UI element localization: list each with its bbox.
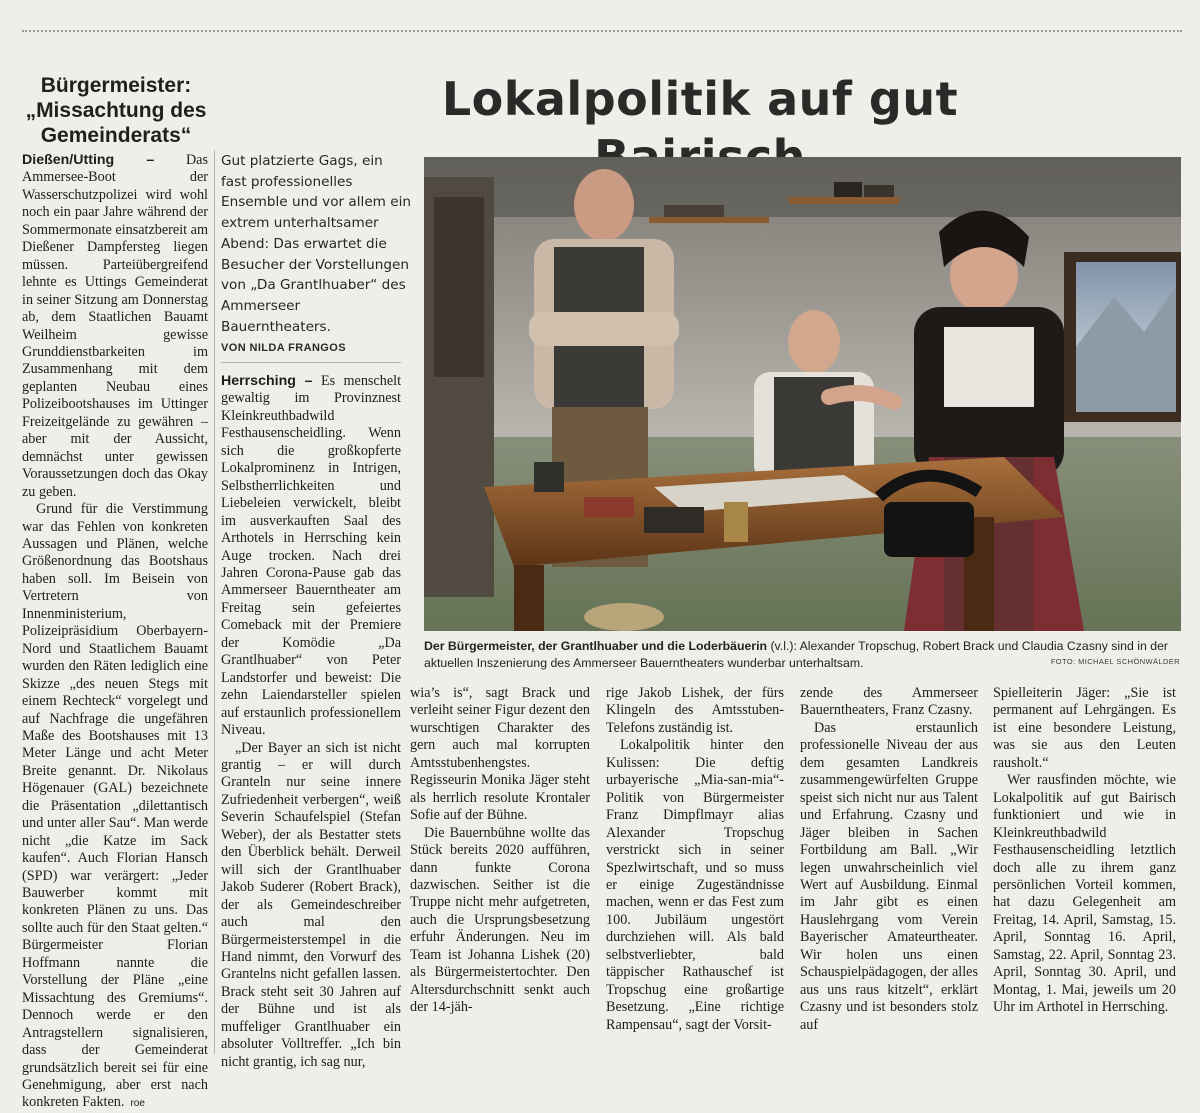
- photo-caption: [424, 638, 1181, 672]
- byline-rule: [221, 362, 401, 363]
- article-intro: Gut platzierte Gags, ein fast professionelles Ensemble und vor allem ein extrem unterhaltsamer Abend: Das erwartet die Besucher der Vorstellungen von „Da Grantlhuaber“ des Ammerseer Bauerntheaters.: [221, 153, 412, 335]
- theater-scene-illustration: [424, 157, 1181, 631]
- article-column-1: Herrsching – Es menschelt gewaltig im Provinznest Kleinkreuthbadwild Festhausenscheidling. Wenn sich die großkopferte Lokalprominenz in Intrigen, Selbstherrlichkeiten und Liebeleien verwickelt, bleibt im ausverkauften Saal des Arthotels in Herrsching kein Auge trocken. Nach drei Jahren Corona-Pause gab das Ammerseer Bauerntheater am Freitag sein gefeiertes Comeback mit der Premiere der Komödie „Da Grantlhuaber“ von Peter Landstorfer und beweist: Die zehn Laiendarsteller spielen auf erstaunlich professionellem Niveau. „Der Bayer an sich ist nicht grantig – er will durch Granteln nur seine innere Zufriedenheit verbergen“, weiß Severin Schaufelspiel (Stefan Weber), der als Bestatter stets den Überblick behält. Derweil will sich der Grantlhuaber Jakob Suderer (Robert Brack), der als Gemeindeschreiber auch mal den Bürgermeisterstempel in die Hand nimmt, den Vorwurf des Grantelns nicht gefallen lassen. Brack steht seit 30 Jahren auf der Bühne und ist als muffeliger Grantlhuaber ein absoluter Volltreffer. „Ich bin nicht grantig, ich sag nur,: [221, 373, 402, 1070]
- article-column-5: Spielleiterin Jäger: „Sie ist permanent auf Lehrgängen. Es ist eine besondere Leistung, was sie aus den Leuten rausholt.“ Wer rausfinden möchte, wie Lokalpolitik auf gut Bairisch funktioniert und wie in Kleinkreuthbadwild Festhausenscheidling letztlich doch alle zu ihrem ganz persönlichen Vorteil kommen, hat dazu Gelegenheit am Freitag, 14. April, Samstag, 15. April, Sonntag 16. April, Samstag, 22. April, Sonntag 23. April, Sonntag 30. April, und Montag, 1. Mai, jeweils um 20 Uhr im Arthotel in Herrsching.: [993, 685, 1176, 1016]
- side-dateline: Dießen/Utting –: [22, 152, 155, 168]
- caption-text: (v.l.): Alexander Tropschug, Robert Brack und Claudia Czasny sind in der aktuellen Inszenierung des Ammerseer Bauerntheaters wunderbar unterhaltsam.: [424, 639, 1169, 670]
- article-byline: VON NILDA FRANGOS: [221, 342, 346, 354]
- side-author-tag: roe: [130, 1098, 145, 1110]
- side-paragraph-1: Das Ammersee-Boot der Wasserschutzpolizei wird wohl noch ein paar Jahre während der Sommermonate einsatzbereit am Dießener Dampfersteg liegen müssen. Parteiübergreifend lehnte es Uttings Gemeinderat in seiner Sitzung am Donnerstag ab, dem Staatlichen Bauamt Weilheim gewisse Grunddienstbarkeiten im Zusammenhang mit dem geplanten Neubau eines Polizeibootshauses im Uttinger Freizeitgelände zu gewähren – aber mit der Aussicht, demnächst unter gewissen Voraussetzungen doch das Okay zu geben.: [22, 152, 209, 500]
- stage-photo: [424, 157, 1181, 631]
- main-dateline: Herrsching –: [221, 373, 313, 389]
- side-headline: Bürgermeister: „Missachtung des Gemeinderats“: [25, 74, 207, 147]
- photo-credit: FOTO: MICHAEL SCHÖNWÄLDER: [1050, 657, 1180, 666]
- main-headline: Lokalpolitik auf gut: [441, 72, 959, 126]
- column-divider: [214, 150, 215, 1054]
- caption-bold: Der Bürgermeister, der Grantlhuaber und die Loderbäuerin: [424, 639, 768, 653]
- article-column-4: zende des Ammerseer Bauerntheaters, Franz Czasny. Das erstaunlich professionelle Niveau der aus dem gesamten Landkreis zusammengewürfelten Gruppe speist sich nicht nur aus Talent und Erfahrung. Czasny und Jäger bleiben in Sachen Fortbildung am Ball. „Wir legen unwahrscheinlich viel Wert auf Ausbildung. Einmal im Jahr gibt es einen Hauslehrgang vom Verein Bayerischer Amateurtheater. Wir holen uns einen Schauspielpädagogen, der alles aus uns raus kitzelt“, erklärt Czasny und ist besonders stolz auf: [800, 685, 978, 1033]
- article-column-3: rige Jakob Lishek, der fürs Klingeln des Amtsstuben-Telefons zuständig ist. Lokalpolitik hinter den Kulissen: Die deftig urbayerische „Mia-san-mia“-Politik von Bürgermeister Franz Dimpflmayr alias Alexander Tropschug verstrickt sich in seiner Spezlwirtschaft, und so muss er einige Zugeständnisse machen, wenn er das Fest zum 100. Jubiläum ungestört durchziehen will. Als bald selbstverliebter, bald täppischer Rathauschef ist Tropschug eine großartige Besetzung. „Eine richtige Rampensau“, sagt der Vorsit-: [606, 685, 784, 1033]
- side-story-body: [22, 152, 208, 1113]
- side-paragraph-2: Grund für die Verstimmung war das Fehlen von konkreten Aussagen und Plänen, welche Größenordnung das Bootshaus haben soll. Im Beisein von Vertretern von Innenministerium, Polizeipräsidium Oberbayern-Nord und Staatlichem Bauamt wurden den Räten lediglich eine Skizze „des neuen Stegs mit einem Rechteck“ vorgelegt und auf Nachfrage die ungefähren Maße des Bootshauses mit 13 Meter Länge und acht Meter Breite genannt. Dr. Nikolaus Högenauer (GAL) bezeichnete die Präsentation „dilettantisch und unter aller Sau“. Man werde nicht „die Katze im Sack kaufen“. Auch Florian Hansch (SPD) war verärgert: „Jeder Bauwerber kommt mit konkreten Plänen zu uns. Das sollte auch für den Staat gelten.“ Bürgermeister Florian Hoffmann nannte die Vorstellung der Pläne „eine Missachtung des Gremiums“. Dennoch werde er den Antragstellern signalisieren, dass der Gemeinderat grundsätzlich bereit sei für eine Genehmigung, aber erst nach konkreten Fakten.: [22, 501, 208, 1111]
- article-column-2: wia’s is“, sagt Brack und verleiht seiner Figur dezent den wurschtigen Charakter des gern auch mal korrupten Amtsstubenhengstes. Regisseurin Monika Jäger steht als herrlich resolute Krontaler Sofie auf der Bühne. Die Bauernbühne wollte das Stück bereits 2020 aufführen, dann funkte Corona dazwischen. Seither ist die Truppe nicht mehr aufgetreten, auch die Ursprungsbesetzung erfuhr Änderungen. Neu im Team ist Johanna Lishek (20) als Bürgermeistertochter. Den Altersdurchschnitt senkt auch der 14-jäh-: [410, 685, 590, 1016]
- top-dotted-rule: [22, 30, 1182, 32]
